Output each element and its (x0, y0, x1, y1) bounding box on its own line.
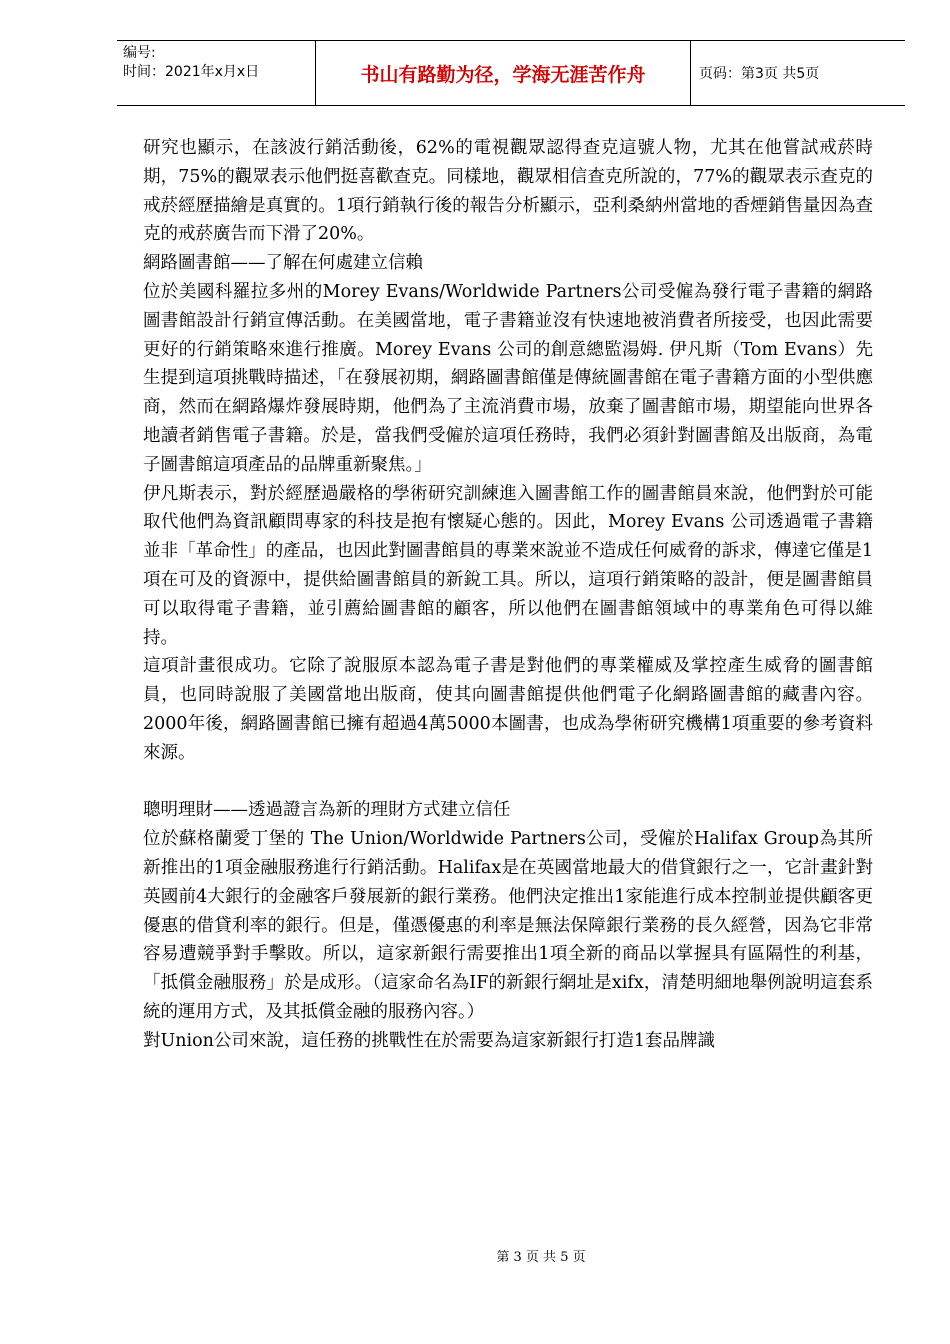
header-page-number: 页码：第3页 共5页 (699, 66, 820, 82)
paragraph: 這項計畫很成功。它除了說服原本認為電子書是對他們的專業權威及掌控產生威脅的圖書館員，也同時說服了美國當地出版商，使其向圖書館提供他們電子化網路圖書館的藏書內容。2000年後，網路圖書館已擁有超過4萬5000本圖書，也成為學術研究機構1項重要的參考資料來源。 (143, 656, 873, 763)
paragraph: 研究也顯示，在該波行銷活動後，62%的電視觀眾認得查克這號人物，尤其在他嘗試戒菸時期，75%的觀眾表示他們挺喜歡查克。同樣地，觀眾相信查克所說的，77%的觀眾表示查克的戒菸經歷描繪是真實的。1項行銷執行後的報告分析顯示，亞利桑納州當地的香煙銷售量因為查克的戒菸廣告而下滑了20%。 (143, 138, 873, 245)
paragraph: 位於蘇格蘭愛丁堡的 The Union/Worldwide Partners公司，受僱於Halifax Group為其所新推出的1項金融服務進行行銷活動。Halifax是在英國當地最大的借貸銀行之一，它計畫針對英國前4大銀行的金融客戶發展新的銀行業務。他們決定推出1家能進行成本控制並提供顧客更優惠的借貸利率的銀行。但是，僅憑優惠的利率是無法保障銀行業務的長久經營，因為它非常容易遭競爭對手擊敗。所以，這家新銀行需要推出1項全新的商品以掌握具有區隔性的利基，「抵償金融服務」於是成形。（這家命名為IF的新銀行網址是xifx，清楚明細地舉例說明這套系統的運用方式，及其抵償金融的服務內容。） (143, 829, 873, 1022)
page-footer: 第 3 页 共 5 页 (496, 1250, 586, 1265)
page-header (117, 40, 905, 106)
paragraph: 伊凡斯表示，對於經歷過嚴格的學術研究訓練進入圖書館工作的圖書館員來說，他們對於可能取代他們為資訊顧問專家的科技是抱有懷疑心態的。因此，Morey Evans 公司透過電子書籍並非「革命性」的產品，也因此對圖書館員的專業來說並不造成任何威脅的訴求，傳達它僅是1項在可及的資源中，提供給圖書館員的新銳工具。所以，這項行銷策略的設計，便是圖書館員可以取得電子書籍，並引薦給圖書館的顧客，所以他們在圖書館領域中的專業角色可得以維持。 (143, 483, 873, 648)
paragraph: 對Union公司來說，這任務的挑戰性在於需要為這家新銀行打造1套品牌識 (143, 1030, 716, 1051)
paragraph: 位於美國科羅拉多州的Morey Evans/Worldwide Partners公司受僱為發行電子書籍的網路圖書館設計行銷宣傳活動。在美國當地，電子書籍並沒有快速地被消費者所接受，也因此需要更好的行銷策略來進行推廣。Morey Evans 公司的創意總監湯姆. 伊凡斯（Tom Evans）先生提到這項挑戰時描述，「在發展初期，網路圖書館僅是傳統圖書館在電子書籍方面的小型供應商，然而在網路爆炸發展時期，他們為了主流消費市場，放棄了圖書館市場，期望能向世界各地讀者銷售電子書籍。於是，當我們受僱於這項任務時，我們必須針對圖書館及出版商，為電子圖書館這項產品的品牌重新聚焦。」 (143, 281, 873, 475)
section-heading-finance: 聰明理財——透過證言為新的理財方式建立信任 (143, 800, 511, 821)
document-time-label: 时间：2021年x月x日 (123, 64, 260, 80)
section-heading-library: 網路圖書館——了解在何處建立信賴 (143, 253, 423, 274)
header-meta (117, 41, 316, 105)
header-motto: 书山有路勤为径，学海无涯苦作舟 (316, 41, 691, 105)
document-body (143, 134, 873, 1056)
document-number-label: 编号: (123, 45, 156, 61)
